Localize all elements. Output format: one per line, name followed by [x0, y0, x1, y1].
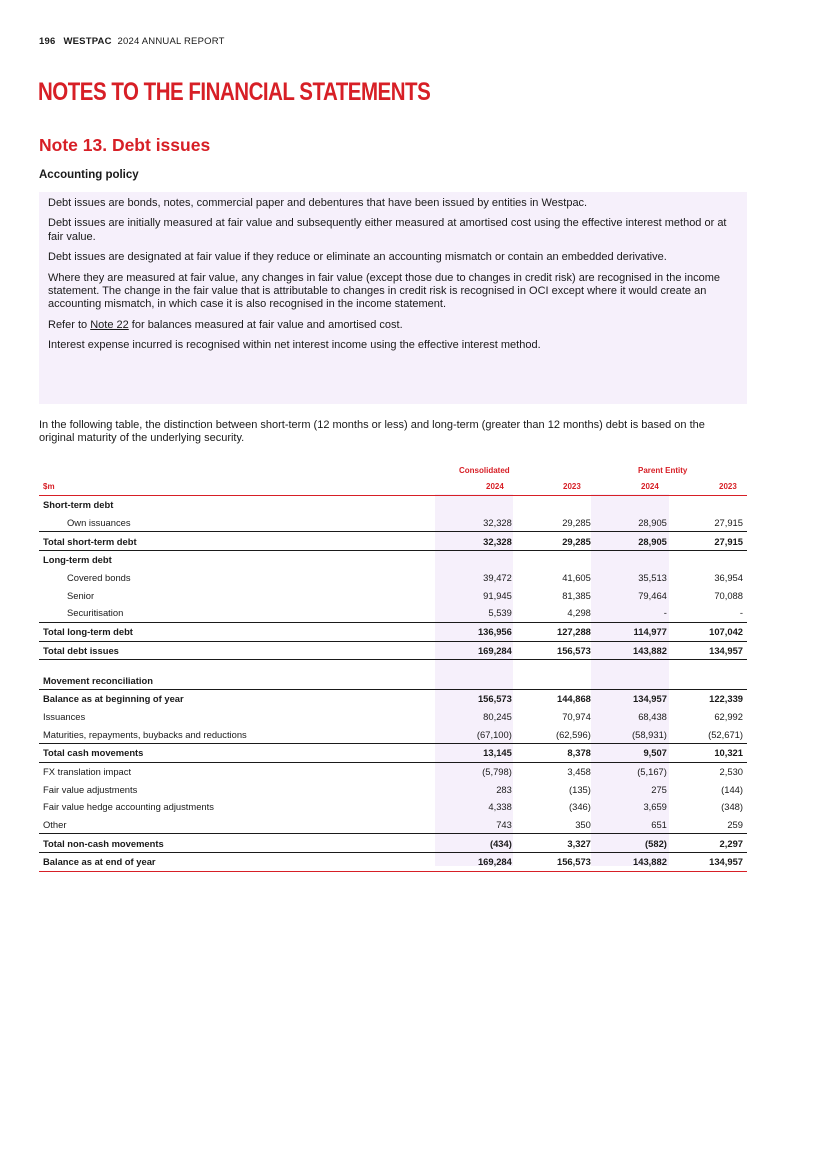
table-row: [39, 780, 747, 798]
row-value: [519, 671, 595, 689]
row-value: 28,905: [638, 517, 667, 529]
row-label: Covered bonds: [67, 572, 131, 584]
row-label: FX translation impact: [43, 765, 132, 777]
row-label: Senior: [67, 589, 95, 601]
table-row: [39, 641, 747, 660]
row-value: -: [663, 607, 667, 619]
row-value: [519, 496, 595, 514]
table-row: [39, 689, 747, 707]
row-value: 32,328: [483, 517, 512, 529]
row-value: 156,573: [519, 641, 595, 660]
row-value: 39,472: [483, 572, 512, 584]
row-value: 79,464: [638, 589, 667, 601]
row-value: [671, 671, 747, 689]
row-value: (582): [595, 834, 671, 853]
accounting-policy-box: [39, 192, 747, 404]
row-value: 27,915: [714, 517, 743, 529]
col-header-cons-2024: 2024: [486, 482, 504, 491]
row-value: 70,088: [714, 589, 743, 601]
row-value: 4,338: [488, 801, 512, 813]
row-value: (434): [440, 834, 519, 853]
row-value: 136,956: [440, 622, 519, 641]
table-row: [39, 551, 747, 569]
row-value: 169,284: [440, 853, 519, 872]
row-value: 4,298: [567, 607, 591, 619]
refer-suffix: for balances measured at fair value and amortised cost.: [131, 318, 403, 331]
table-row: [39, 762, 747, 780]
row-value: (5,167): [637, 765, 667, 777]
table-row: [39, 708, 747, 726]
row-value: [440, 496, 519, 514]
row-value: 28,905: [595, 532, 671, 551]
group-header-parent: Parent Entity: [638, 466, 688, 475]
row-value: 81,385: [562, 589, 591, 601]
row-value: 41,605: [562, 572, 591, 584]
row-value: [671, 551, 747, 569]
row-value: 134,957: [633, 693, 667, 705]
row-value: 62,992: [714, 710, 743, 722]
row-value: 9,507: [595, 743, 671, 762]
table-row: [39, 514, 747, 532]
policy-paragraph: Where they are measured at fair value, any changes in fair value (except those due to changes in credit risk) are recognised in the income statement. The change in the fair value that is attributable to changes in credit risk is recognised in OCI except where it would create an accounting mismatch, in which case it is also recognised in the income statement.: [48, 271, 720, 311]
row-value: 143,882: [595, 641, 671, 660]
row-label: Balance as at beginning of year: [43, 693, 184, 705]
row-value: (144): [721, 783, 743, 795]
col-header-parent-2023: 2023: [719, 482, 737, 491]
row-label: Long-term debt: [43, 554, 112, 566]
row-label: Fair value adjustments: [43, 783, 138, 795]
row-value: 27,915: [671, 532, 747, 551]
row-value: 10,321: [671, 743, 747, 762]
note-title: Note 13. Debt issues: [39, 135, 211, 155]
section-title: NOTES TO THE FINANCIAL STATEMENTS: [38, 78, 431, 106]
row-value: 156,573: [477, 693, 512, 705]
policy-heading: Accounting policy: [39, 169, 139, 181]
row-label: Issuances: [43, 710, 86, 722]
row-label: Balance as at end of year: [39, 853, 440, 872]
table-row: [39, 834, 747, 853]
row-value: 259: [727, 819, 743, 831]
row-value: 13,145: [440, 743, 519, 762]
col-label-header: $m: [43, 482, 55, 491]
row-value: 91,945: [483, 589, 512, 601]
row-value: 2,530: [719, 765, 743, 777]
table-row: [39, 496, 747, 514]
row-label: Total debt issues: [39, 641, 440, 660]
row-value: 68,438: [638, 710, 667, 722]
row-label: Maturities, repayments, buybacks and reductions: [43, 728, 247, 740]
row-value: 275: [651, 783, 667, 795]
row-value: 70,974: [562, 710, 591, 722]
row-value: 3,659: [643, 801, 667, 813]
row-label: Fair value hedge accounting adjustments: [43, 801, 214, 813]
row-value: 29,285: [519, 532, 595, 551]
row-value: 350: [575, 819, 591, 831]
row-value: 169,284: [440, 641, 519, 660]
row-value: 114,977: [595, 622, 671, 641]
row-value: [440, 551, 519, 569]
table-row: [39, 725, 747, 743]
row-value: 743: [496, 819, 512, 831]
brand-name: WESTPAC: [63, 36, 112, 47]
row-value: 29,285: [562, 517, 591, 529]
policy-paragraph: Debt issues are bonds, notes, commercial paper and debentures that have been issued by entities in Westpac.: [48, 197, 588, 209]
row-value: (52,671): [708, 728, 743, 740]
table-row: [39, 853, 747, 872]
policy-paragraph: Debt issues are designated at fair value if they reduce or eliminate an accounting mismatch or contain an embedded derivative.: [48, 251, 667, 264]
row-label: Total non-cash movements: [39, 834, 440, 853]
row-value: [595, 496, 671, 514]
table-row: [39, 816, 747, 834]
row-value: 3,458: [567, 765, 591, 777]
row-label: Short-term debt: [43, 499, 114, 511]
table-row: [39, 532, 747, 551]
row-value: 32,328: [440, 532, 519, 551]
row-value: -: [739, 607, 743, 619]
row-value: [595, 671, 671, 689]
row-value: 134,957: [671, 853, 747, 872]
row-value: 5,539: [488, 607, 512, 619]
table-intro: In the following table, the distinction between short-term (12 months or less) and long-term (greater than 12 months) debt is based on the original maturity of the underlying security.: [39, 419, 705, 445]
row-label: Own issuances: [67, 517, 131, 529]
row-value: 144,868: [556, 693, 591, 705]
row-value: [519, 551, 595, 569]
col-header-cons-2023: 2023: [563, 482, 581, 491]
policy-paragraph: Debt issues are initially measured at fair value and subsequently either measured at amortised cost using the effective interest method or at fair value.: [48, 217, 727, 243]
debt-table-body: [39, 496, 747, 872]
report-title: 2024 ANNUAL REPORT: [117, 36, 225, 47]
row-value: (346): [568, 801, 591, 813]
note-22-link[interactable]: Note 22: [90, 318, 129, 331]
row-label: Movement reconciliation: [39, 671, 440, 689]
row-label: Total short-term debt: [39, 532, 440, 551]
group-header-consolidated: Consolidated: [459, 466, 510, 475]
table-row: [39, 604, 747, 622]
row-value: 127,288: [519, 622, 595, 641]
row-value: [595, 551, 671, 569]
row-label: Total long-term debt: [39, 622, 440, 641]
spacer-row: [39, 660, 747, 672]
row-value: 2,297: [671, 834, 747, 853]
column-header-row: [39, 480, 747, 496]
row-value: 3,327: [519, 834, 595, 853]
row-value: 107,042: [671, 622, 747, 641]
row-value: 122,339: [709, 693, 743, 705]
policy-paragraph: Interest expense incurred is recognised within net interest income using the effective interest method.: [48, 339, 541, 352]
row-value: 8,378: [519, 743, 595, 762]
row-value: 80,245: [483, 710, 512, 722]
policy-paragraph: [48, 319, 737, 332]
row-value: (5,798): [482, 765, 512, 777]
row-label: Securitisation: [67, 607, 124, 619]
row-value: 35,513: [638, 572, 667, 584]
row-value: 283: [496, 783, 512, 795]
running-header: [39, 36, 225, 47]
row-value: [440, 671, 519, 689]
row-label: Total cash movements: [39, 743, 440, 762]
row-value: (67,100): [476, 728, 512, 740]
row-value: 134,957: [671, 641, 747, 660]
row-value: (58,931): [631, 728, 667, 740]
table-row: [39, 671, 747, 689]
row-label: Other: [43, 819, 67, 831]
row-value: 36,954: [714, 572, 743, 584]
table-row: [39, 743, 747, 762]
table-row: [39, 586, 747, 604]
table-row: [39, 622, 747, 641]
table-row: [39, 798, 747, 816]
table-row: [39, 569, 747, 587]
row-value: 156,573: [519, 853, 595, 872]
row-value: [671, 496, 747, 514]
refer-prefix: Refer to: [48, 318, 88, 331]
row-value: (62,596): [555, 728, 591, 740]
row-value: 143,882: [595, 853, 671, 872]
row-value: 651: [651, 819, 667, 831]
col-header-parent-2024: 2024: [641, 482, 659, 491]
row-value: (135): [568, 783, 591, 795]
page-number: 196: [39, 36, 56, 47]
row-value: (348): [721, 801, 743, 813]
